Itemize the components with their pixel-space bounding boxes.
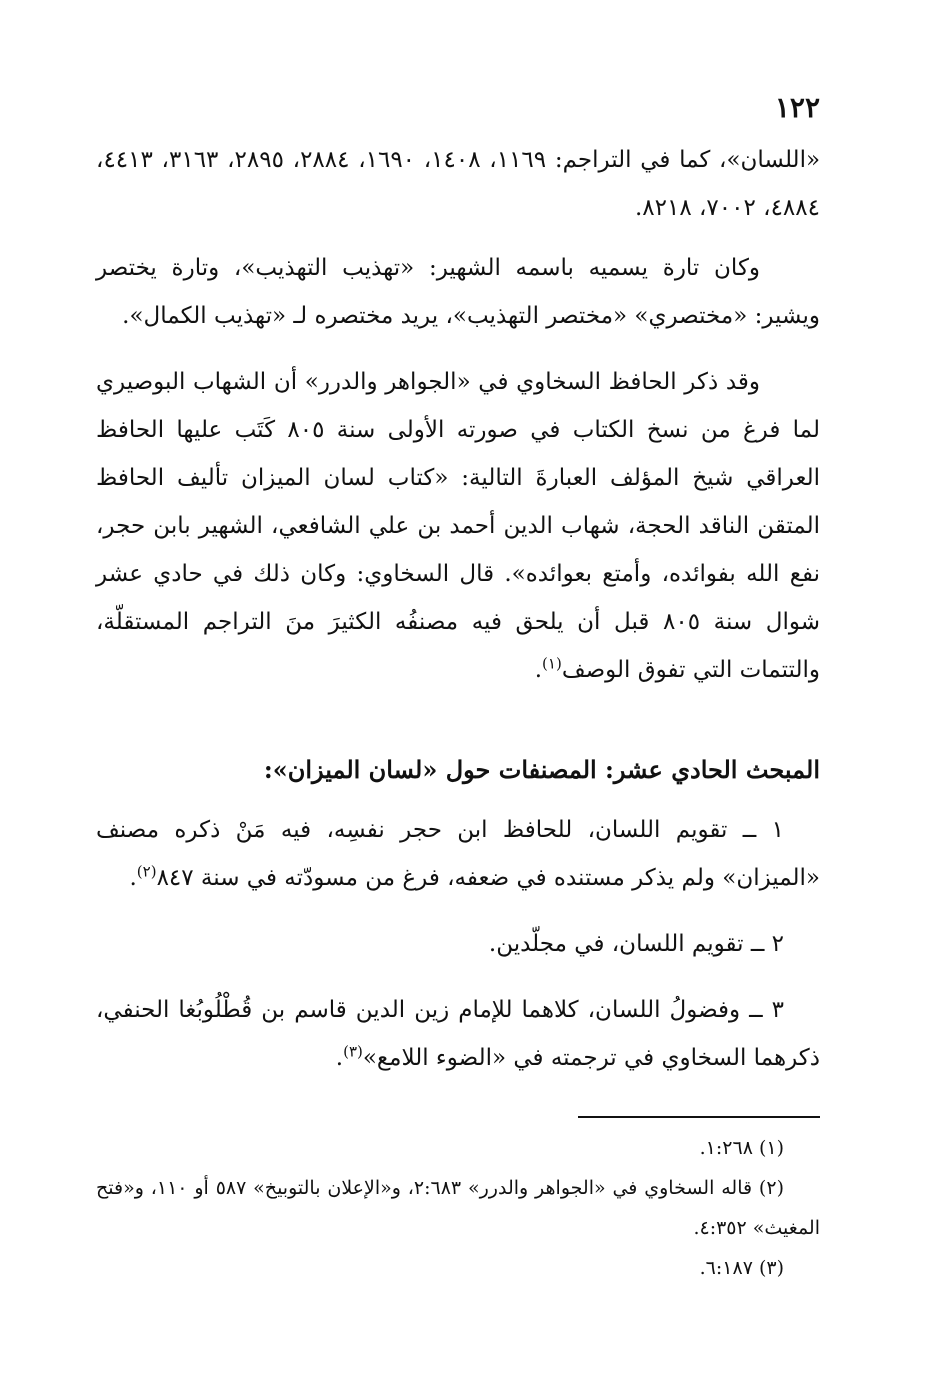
list-item (96, 806, 820, 902)
section-heading: المبحث الحادي عشر: المصنفات حول «لسان الميزان»: (263, 755, 820, 784)
footnote-ref-3: (٣) (343, 1042, 363, 1061)
list-item (96, 986, 820, 1082)
list-item-text: ٣ ــ وفضولُ اللسان، كلاهما للإمام زين الدين قاسم بن قُطْلُوبُغا الحنفي، ذكرهما السخاوي في ترجمته في «الضوء اللامع» (96, 997, 820, 1071)
footnote: (١) ١:٢٦٨. (699, 1137, 784, 1159)
paragraph-end-mark: . (534, 657, 543, 683)
paragraph-translation-numbers: «اللسان»، كما في التراجم: ١١٦٩، ١٤٠٨، ١٦٩٠، ٢٨٨٤، ٢٨٩٥، ٣١٦٣، ٤٤١٣، ٤٨٨٤، ٧٠٠٢، ٨٢١٨. (96, 147, 821, 221)
footnote-separator (578, 1116, 820, 1118)
list-item-end: . (335, 1045, 344, 1071)
list-item-text: ٢ ــ تقويم اللسان، في مجلّدين. (488, 931, 784, 957)
footnote-ref-2: (٢) (136, 862, 157, 881)
paragraph-sakhawi-account (96, 358, 820, 694)
paragraph-sakhawi-text: وقد ذكر الحافظ السخاوي في «الجواهر والدرر» أن الشهاب البوصيري لما فرغ من نسخ الكتاب في صورته الأولى سنة ٨٠٥ كَتَب عليها الحافظ العراقي شيخ المؤلف العبارةَ التالية: «كتاب لسان الميزان تأليف الحافظ المتقن الناقد الحجة، شهاب الدين أحمد بن علي الشافعي، الشهير بابن حجر، نفع الله بفوائده، وأمتع بعوائده». قال السخاوي: وكان ذلك في حادي عشر شوال سنة ٨٠٥ قبل أن يلحق فيه مصنفُه الكثيرَ منَ التراجم المستقلّة، والتتمات التي تفوق الوصف (96, 369, 821, 683)
list-item-text: ١ ــ تقويم اللسان، للحافظ ابن حجر نفسِه، فيه مَنْ ذكره مصنف «الميزان» ولم يذكر مستنده في ضعفه، فرغ من مسودّته في سنة ٨٤٧ (96, 817, 820, 891)
footnote: (٢) قاله السخاوي في «الجواهر والدرر» ٢:٦٨٣، و«الإعلان بالتوبيخ» ٥٨٧ أو ١١٠، و«فتح المغيث» ٤:٣٥٢. (96, 1177, 820, 1239)
footnote-ref-1: (١) (542, 654, 562, 673)
paragraph-book-naming: وكان تارة يسميه باسمه الشهير: «تهذيب التهذيب»، وتارة يختصر ويشير: «مختصري» «مختصر التهذيب»، يريد مختصره لـ «تهذيب الكمال». (96, 255, 820, 329)
page-number: ١٢٢ (774, 91, 820, 124)
footnote: (٣) ٦:١٨٧. (699, 1257, 784, 1279)
list-item (96, 920, 820, 968)
list-item-end: . (129, 865, 137, 891)
